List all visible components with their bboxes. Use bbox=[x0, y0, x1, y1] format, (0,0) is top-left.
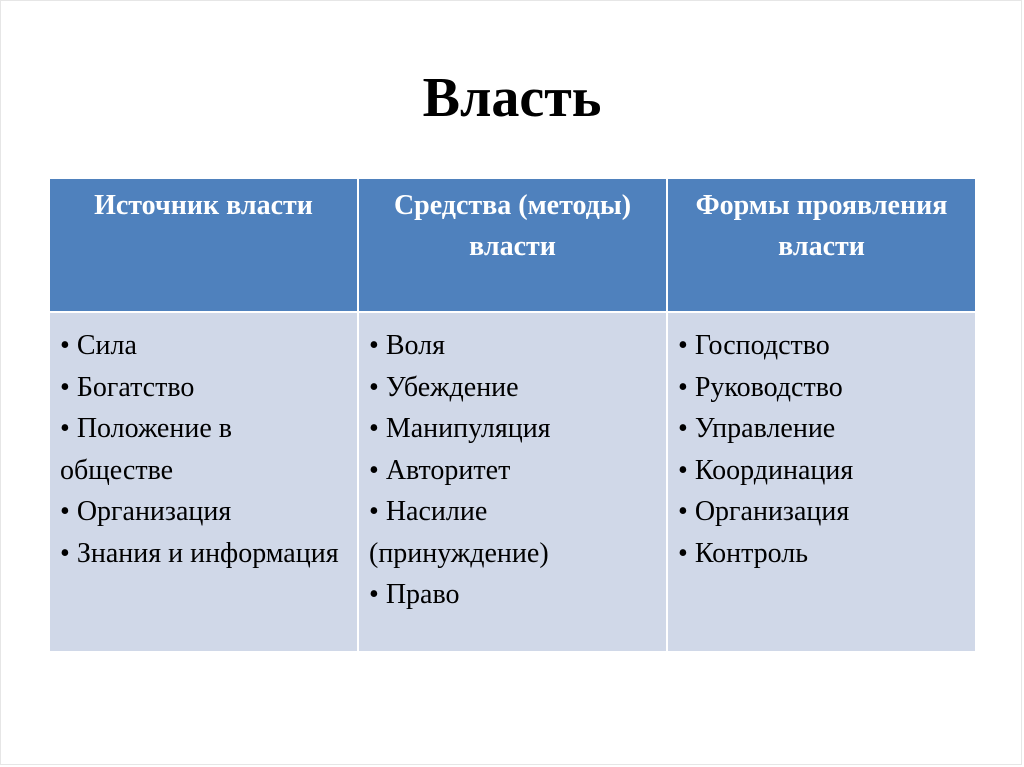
header-means: Средства (методы) власти bbox=[358, 178, 667, 312]
list-item: • Координация bbox=[678, 450, 965, 492]
list-item: • Руководство bbox=[678, 367, 965, 409]
list-item: • Контроль bbox=[678, 533, 965, 575]
list-item: • Богатство bbox=[60, 367, 347, 409]
source-cell bbox=[49, 312, 358, 652]
list-item: • Убеждение bbox=[369, 367, 656, 409]
forms-list bbox=[678, 325, 965, 574]
list-item: • Организация bbox=[60, 491, 347, 533]
header-forms: Формы проявления власти bbox=[667, 178, 976, 312]
table-header-row bbox=[49, 178, 976, 312]
list-item: • Воля bbox=[369, 325, 656, 367]
means-list bbox=[369, 325, 656, 616]
list-item: • Сила bbox=[60, 325, 347, 367]
list-item: • Право bbox=[369, 574, 656, 616]
header-source: Источник власти bbox=[49, 178, 358, 312]
list-item: • Манипуляция bbox=[369, 408, 656, 450]
list-item: • Положение в обществе bbox=[60, 408, 347, 491]
table-body-row bbox=[49, 312, 976, 652]
list-item: • Насилие (принуждение) bbox=[369, 491, 656, 574]
list-item: • Организация bbox=[678, 491, 965, 533]
power-table bbox=[48, 177, 977, 653]
list-item: • Управление bbox=[678, 408, 965, 450]
list-item: • Авторитет bbox=[369, 450, 656, 492]
list-item: • Знания и информация bbox=[60, 533, 347, 575]
list-item: • Господство bbox=[678, 325, 965, 367]
source-list bbox=[60, 325, 347, 574]
means-cell bbox=[358, 312, 667, 652]
slide-title: Власть bbox=[422, 67, 602, 129]
forms-cell bbox=[667, 312, 976, 652]
